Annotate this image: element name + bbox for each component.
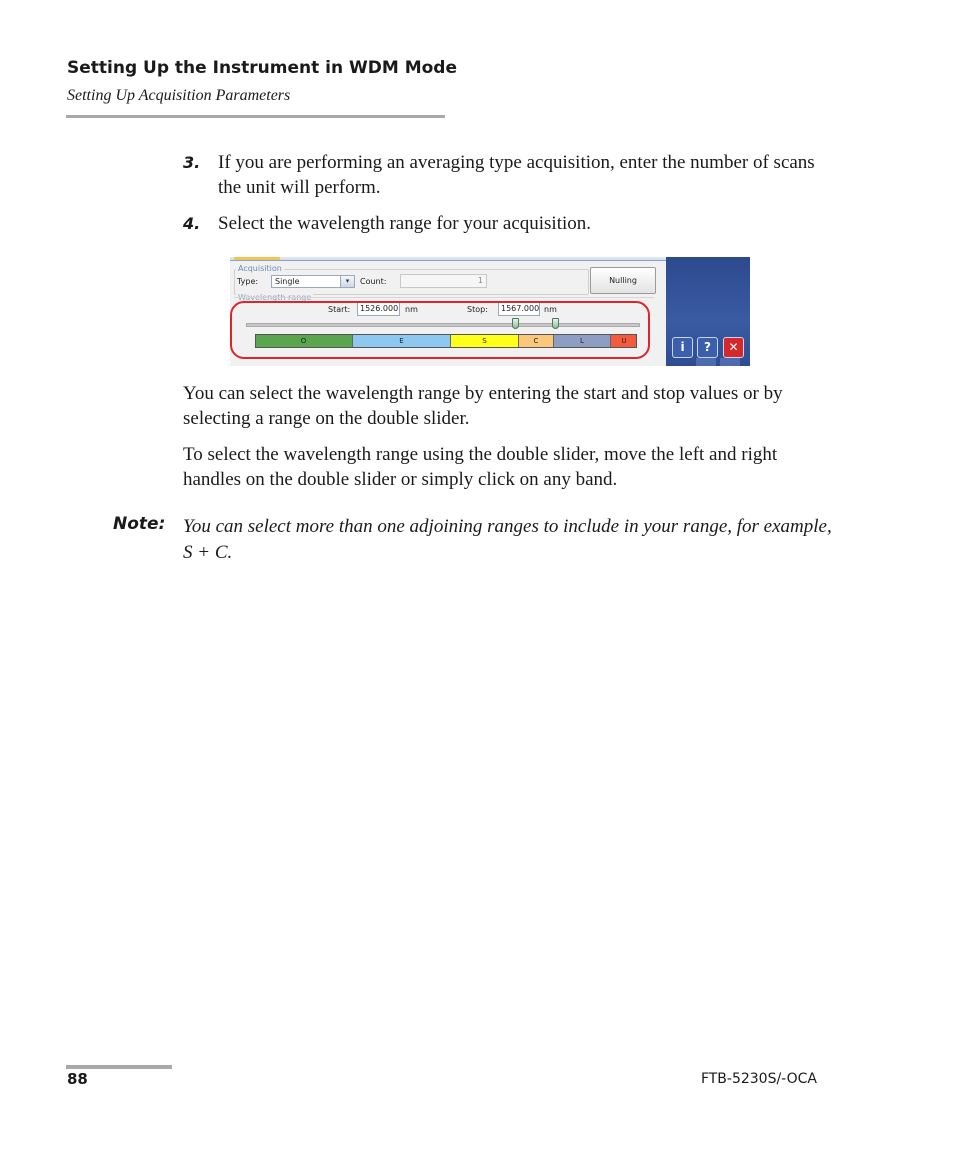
tab-divider bbox=[230, 260, 666, 261]
side-tab bbox=[696, 358, 716, 366]
count-label: Count: bbox=[360, 277, 387, 286]
start-unit: nm bbox=[405, 305, 418, 314]
page-number: 88 bbox=[67, 1070, 88, 1088]
type-select-value: Single bbox=[275, 277, 300, 286]
band-c[interactable]: C bbox=[519, 334, 554, 348]
band-o[interactable]: O bbox=[255, 334, 353, 348]
side-panel bbox=[666, 257, 750, 366]
acquisition-legend: Acquisition bbox=[238, 264, 282, 273]
band-u[interactable]: U bbox=[611, 334, 637, 348]
acquisition-screenshot bbox=[230, 257, 750, 366]
stop-unit: nm bbox=[544, 305, 557, 314]
highlight-ellipse bbox=[230, 301, 650, 359]
wavelength-group-divider bbox=[234, 297, 654, 298]
start-input[interactable]: 1526.000 bbox=[357, 302, 400, 316]
start-label: Start: bbox=[328, 305, 351, 314]
type-label: Type: bbox=[237, 277, 259, 286]
nulling-button[interactable]: Nulling bbox=[590, 267, 656, 294]
band-s[interactable]: S bbox=[451, 334, 519, 348]
note-label: Note: bbox=[113, 514, 166, 534]
note-text: You can select more than one adjoining ranges to include in your range, for example, S + C. bbox=[183, 516, 832, 563]
step-number-3: 3. bbox=[183, 153, 201, 172]
product-name: FTB-5230S/-OCA bbox=[700, 1071, 817, 1087]
paragraph-select-range: You can select the wavelength range by entering the start and stop values or by selecting a range on the double slider. bbox=[183, 383, 783, 429]
stop-input[interactable]: 1567.000 bbox=[498, 302, 540, 316]
step-text-3: If you are performing an averaging type acquisition, enter the number of scans the unit will perform. bbox=[218, 152, 815, 198]
stop-label: Stop: bbox=[467, 305, 488, 314]
header-rule bbox=[66, 115, 445, 118]
chevron-down-icon[interactable]: ▾ bbox=[340, 276, 354, 287]
paragraph-double-slider: To select the wavelength range using the double slider, move the left and right handles on the double slider or simply click on any band. bbox=[183, 444, 778, 490]
count-input[interactable]: 1 bbox=[400, 274, 487, 288]
step-text-4: Select the wavelength range for your acquisition. bbox=[218, 213, 592, 234]
band-l[interactable]: L bbox=[554, 334, 611, 348]
acquisition-panel bbox=[230, 257, 666, 366]
section-subtitle: Setting Up Acquisition Parameters bbox=[67, 87, 291, 104]
info-icon[interactable]: i bbox=[672, 337, 693, 358]
help-icon[interactable]: ? bbox=[697, 337, 718, 358]
step-number-4: 4. bbox=[183, 214, 201, 233]
band-e[interactable]: E bbox=[353, 334, 451, 348]
section-title: Setting Up the Instrument in WDM Mode bbox=[67, 58, 458, 78]
type-select[interactable] bbox=[271, 275, 355, 288]
close-icon[interactable]: ✕ bbox=[723, 337, 744, 358]
side-tab bbox=[720, 358, 740, 366]
footer-rule bbox=[66, 1065, 172, 1069]
